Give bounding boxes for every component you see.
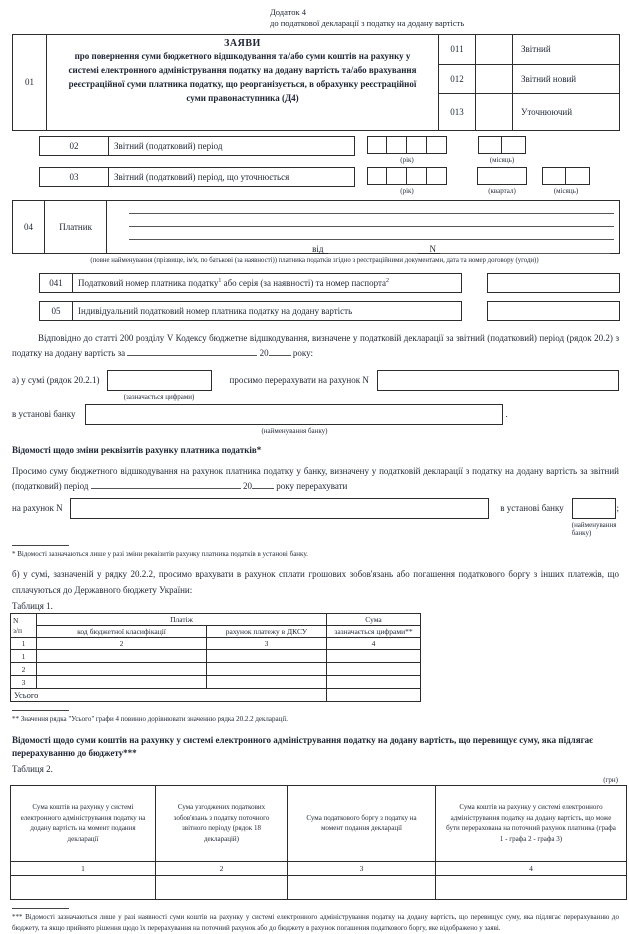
new-account-number-field[interactable] <box>70 498 490 519</box>
application-title-cell <box>46 35 438 130</box>
table2-amount-cell[interactable] <box>156 875 288 899</box>
table2-colnum: 4 <box>436 861 627 875</box>
funds-heading: Відомості щодо суми коштів на рахунку у системі електронного адміністрування податку на додану вартість, що перевищує суму, яка підлягає перерахуванню до бюджету*** <box>12 734 594 759</box>
change-details-text: Просимо суму бюджетного відшкодування на рахунок платника податку у банку, визначену у податковій декларації з податку на додану вартість за звітний (податковий) період <box>12 466 619 492</box>
taxpayer-label: Платник <box>45 201 107 253</box>
agreement-date-blank[interactable] <box>328 244 418 254</box>
taxpayer-name-line[interactable] <box>129 226 614 227</box>
table1-row <box>11 663 421 676</box>
period-mark: . <box>505 408 508 419</box>
report-type-checkbox-011[interactable] <box>475 35 512 64</box>
row-code-02: 02 <box>40 137 109 155</box>
footnote-3-text: *** Відомості зазначаються лише у разі наявності суми коштів на рахунку у системі електронного адміністрування податку на додану вартість, що перевищує суму, яка підлягає перерахуванню до бюджету, та якщо прийнято рішення щодо їх перерахування на поточний рахунок або до бюджету в рахунок погашення податкового боргу, яке відображено у заяві. <box>12 912 619 932</box>
year-digit-cell[interactable] <box>367 167 387 185</box>
year-blank[interactable] <box>269 347 291 356</box>
quarter-cell[interactable] <box>477 167 527 185</box>
table2-label: Таблиця 2. <box>12 763 53 774</box>
table2-col3-header: Сума податкового боргу з податку на момент подання декларації <box>288 785 436 861</box>
footnote-separator <box>12 710 69 711</box>
refund-sum-row <box>12 370 619 401</box>
appendix-subtitle: до податкової декларації з податку на додану вартість <box>270 18 465 29</box>
table1-col4-header: зазначається цифрами** <box>327 626 421 638</box>
table2-colnum: 2 <box>156 861 288 875</box>
table1-col3-header: рахунок платежу в ДКСУ <box>207 626 327 638</box>
table2-data-row <box>11 875 627 899</box>
bank-caption: (найменування банку) <box>571 520 617 537</box>
table1-rownum: 1 <box>11 650 37 663</box>
transfer-label: просимо перерахувати на рахунок N <box>229 374 369 385</box>
table1-account-cell[interactable] <box>207 676 327 689</box>
row-code-03: 03 <box>40 168 109 186</box>
bank-field-group <box>85 404 503 435</box>
month-digit-cell[interactable] <box>502 136 526 154</box>
row-05-label: Індивідуальний податковий номер платника податку на додану вартість <box>78 305 353 316</box>
report-type-checkbox-013[interactable] <box>475 93 512 130</box>
table1-total-row <box>11 689 421 702</box>
row-041-label-part2: або серія (за наявності) та номер паспорта <box>221 277 387 288</box>
footnote-2 <box>12 710 619 725</box>
footnote-1-text: * Відомості зазначаються лише у разі зміни реквізитів рахунку платника податків в установі банку. <box>12 549 308 558</box>
table1-sum-cell[interactable] <box>327 650 421 663</box>
row-code-041: 041 <box>40 274 73 292</box>
digits-caption: (зазначається цифрами) <box>123 392 195 401</box>
year-digit-cell[interactable] <box>427 167 447 185</box>
row-02-box <box>39 136 355 156</box>
month-caption: (місяць) <box>553 186 579 195</box>
table1-code-cell[interactable] <box>37 663 207 676</box>
year-caption: (рік) <box>400 186 414 195</box>
change-details-heading: Відомості щодо зміни реквізитів рахунку платника податків* <box>12 444 262 455</box>
semicolon-mark: ; <box>616 502 619 513</box>
month-digit-cell[interactable] <box>542 167 566 185</box>
table2-amount-cell[interactable] <box>436 875 627 899</box>
intro-paragraph <box>12 331 619 362</box>
footnote-separator <box>12 545 69 546</box>
taxpayer-name-area <box>107 201 619 253</box>
row-03-box <box>39 167 355 187</box>
number-label: N <box>429 243 436 254</box>
year-digit-cell[interactable] <box>407 136 427 154</box>
table1-code-cell[interactable] <box>37 650 207 663</box>
tax-number-row <box>39 273 629 293</box>
new-bank-field-group <box>572 498 617 537</box>
taxpayer-name-line[interactable] <box>129 213 614 214</box>
table2-amount-cell[interactable] <box>288 875 436 899</box>
table1-colnum: 1 <box>11 638 37 650</box>
agreement-date-number-row <box>129 240 614 254</box>
table1-account-cell[interactable] <box>207 663 327 676</box>
footnote-1 <box>12 545 619 560</box>
table1-total-label: Усього <box>11 689 327 702</box>
vat-number-row <box>39 301 629 321</box>
reporting-period-row <box>39 136 629 164</box>
electronic-admin-funds-table <box>10 785 627 900</box>
footnote-ref-1: 1 <box>218 277 222 284</box>
table1-sum-cell[interactable] <box>327 676 421 689</box>
year-prefix: 20 <box>259 348 269 359</box>
account-number-field[interactable] <box>377 370 619 391</box>
table1-col2-header: код бюджетної класифікації <box>37 626 207 638</box>
reporting-month-group <box>478 136 526 164</box>
intro-text: Відповідно до статті 200 розділу V Кодексу бюджетне відшкодування, визначене у податковій декларації за звітний (податковий) період (рядок 20.2) з податку на додану вартість за <box>12 332 619 359</box>
corrected-quarter-group <box>477 167 527 195</box>
table1-zp: з/п <box>13 625 23 635</box>
year-suffix: року: <box>292 348 314 359</box>
table2-amount-cell[interactable] <box>11 875 156 899</box>
new-account-row <box>12 498 619 537</box>
corrected-year-group <box>367 167 447 195</box>
row-041-box <box>39 273 462 293</box>
agreement-number-blank[interactable] <box>440 244 610 254</box>
table1-colnum: 2 <box>37 638 207 650</box>
table1-col-n-header <box>11 614 37 638</box>
appendix-number: Додаток 4 <box>270 7 307 17</box>
reporting-year-group <box>367 136 447 164</box>
table1-account-cell[interactable] <box>207 650 327 663</box>
row-code-04: 04 <box>13 201 45 253</box>
year-prefix: 20 <box>243 481 253 492</box>
year-digit-cell[interactable] <box>427 136 447 154</box>
table2-col2-header: Сума узгоджених податкових зобов'язань з податку поточного звітного періоду (рядок 18 декларацій) <box>156 785 288 861</box>
year-suffix: року перерахувати <box>276 481 348 492</box>
table1-rownum: 3 <box>11 676 37 689</box>
section-b-paragraph: б) у сумі, зазначеній у рядку 20.2.2, просимо врахувати в рахунок сплати грошових зобов'язань або погашення податкового боргу з інших платежів, що сплачуються до Державного бюджету України: <box>12 569 619 595</box>
bank-caption: (найменування банку) <box>261 426 328 435</box>
payments-table <box>10 613 421 702</box>
appendix-header <box>270 7 629 30</box>
report-type-code-011: 011 <box>438 35 475 64</box>
row-041-label-part1: Податковий номер платника податку <box>78 277 219 288</box>
refund-sum-field[interactable] <box>107 370 212 391</box>
bank-label: в установі банку <box>500 502 564 513</box>
table1-sum-group-header: Сума <box>327 614 421 626</box>
application-description: про повернення суми бюджетного відшкодування та/або суми коштів на рахунку у системі електронного адміністрування податку на додану вартість та/або врахування реєстраційної суми платника податку, що реорганізується, в обрахунку реєстраційної суми правонаступника (Д4) <box>68 50 417 103</box>
report-type-code-013: 013 <box>438 93 475 130</box>
report-type-code-012: 012 <box>438 64 475 93</box>
table2-colnum: 1 <box>11 861 156 875</box>
year-digit-cell[interactable] <box>387 167 407 185</box>
tax-number-field[interactable] <box>487 273 620 293</box>
table1-total-sum-cell[interactable] <box>327 689 421 702</box>
table1-n: N <box>13 615 19 625</box>
table1-rownum: 2 <box>11 663 37 676</box>
report-type-label-013: Уточнюючий <box>512 93 619 130</box>
footnote-ref-2: 2 <box>386 277 390 284</box>
sum-field-group <box>107 370 212 401</box>
report-type-label-012: Звітний новий <box>512 64 619 93</box>
corrected-period-row <box>39 167 629 195</box>
footnote-2-text: ** Значення рядка "Усього" графи 4 повинно дорівнювати значенню рядка 20.2.2 декларації. <box>12 715 288 724</box>
period-blank[interactable] <box>127 347 257 356</box>
month-caption: (місяць) <box>489 155 515 164</box>
account-label: на рахунок N <box>12 502 63 513</box>
table1-code-cell[interactable] <box>37 676 207 689</box>
sum-label: а) у сумі (рядок 20.2.1) <box>12 374 100 385</box>
bank-label: в установі банку <box>12 408 76 419</box>
change-details-paragraph <box>12 464 619 495</box>
row-code-05: 05 <box>40 302 73 320</box>
application-title-block <box>12 34 620 131</box>
table1-row <box>11 650 421 663</box>
year-digit-cell[interactable] <box>367 136 387 154</box>
taxpayer-block <box>12 200 620 254</box>
row-code-01: 01 <box>25 77 34 88</box>
year-digit-cell[interactable] <box>407 167 427 185</box>
new-bank-name-field[interactable] <box>572 498 617 519</box>
currency-note: (грн) <box>603 775 618 784</box>
month-digit-cell[interactable] <box>566 167 590 185</box>
row-02-label: Звітний (податковий) період <box>114 140 223 151</box>
table1-colnum: 3 <box>207 638 327 650</box>
bank-row <box>12 404 619 435</box>
report-type-label-011: Звітний <box>512 35 619 64</box>
footnote-3 <box>12 908 619 934</box>
row-041-label <box>73 274 461 292</box>
period-blank[interactable] <box>91 480 241 489</box>
table1-payment-group-header: Платіж <box>37 614 327 626</box>
vat-number-field[interactable] <box>487 301 620 321</box>
table1-colnum: 4 <box>327 638 421 650</box>
report-type-checkbox-012[interactable] <box>475 64 512 93</box>
row-05-box <box>39 301 462 321</box>
taxpayer-caption: (повне найменування (прізвище, ім'я, по батькові (за наявності)) платника податків згідно з реєстраційними документами, дата та номер договору (угоди)) <box>90 256 539 264</box>
application-title: ЗАЯВИ <box>224 37 261 49</box>
year-digit-cell[interactable] <box>387 136 407 154</box>
bank-name-field[interactable] <box>85 404 503 425</box>
table1-row <box>11 676 421 689</box>
table2-colnum: 3 <box>288 861 436 875</box>
table2-col4-header: Сума коштів на рахунку у системі електронного адміністрування податку на додану вартість, що може бути перерахована на поточний рахунок платника (графа 1 - графа 2 - графа 3) <box>436 785 627 861</box>
month-digit-cell[interactable] <box>478 136 502 154</box>
table1-label: Таблиця 1. <box>12 601 53 612</box>
corrected-month-group <box>542 167 590 195</box>
table1-sum-cell[interactable] <box>327 663 421 676</box>
year-blank[interactable] <box>252 480 274 489</box>
year-caption: (рік) <box>400 155 414 164</box>
quarter-caption: (квартал) <box>488 186 516 195</box>
row-03-label: Звітний (податковий) період, що уточнюється <box>114 171 290 182</box>
from-label: від <box>312 243 324 254</box>
table2-col1-header: Сума коштів на рахунку у системі електронного адміністрування податку на додану вартість на момент подання декларації <box>11 785 156 861</box>
